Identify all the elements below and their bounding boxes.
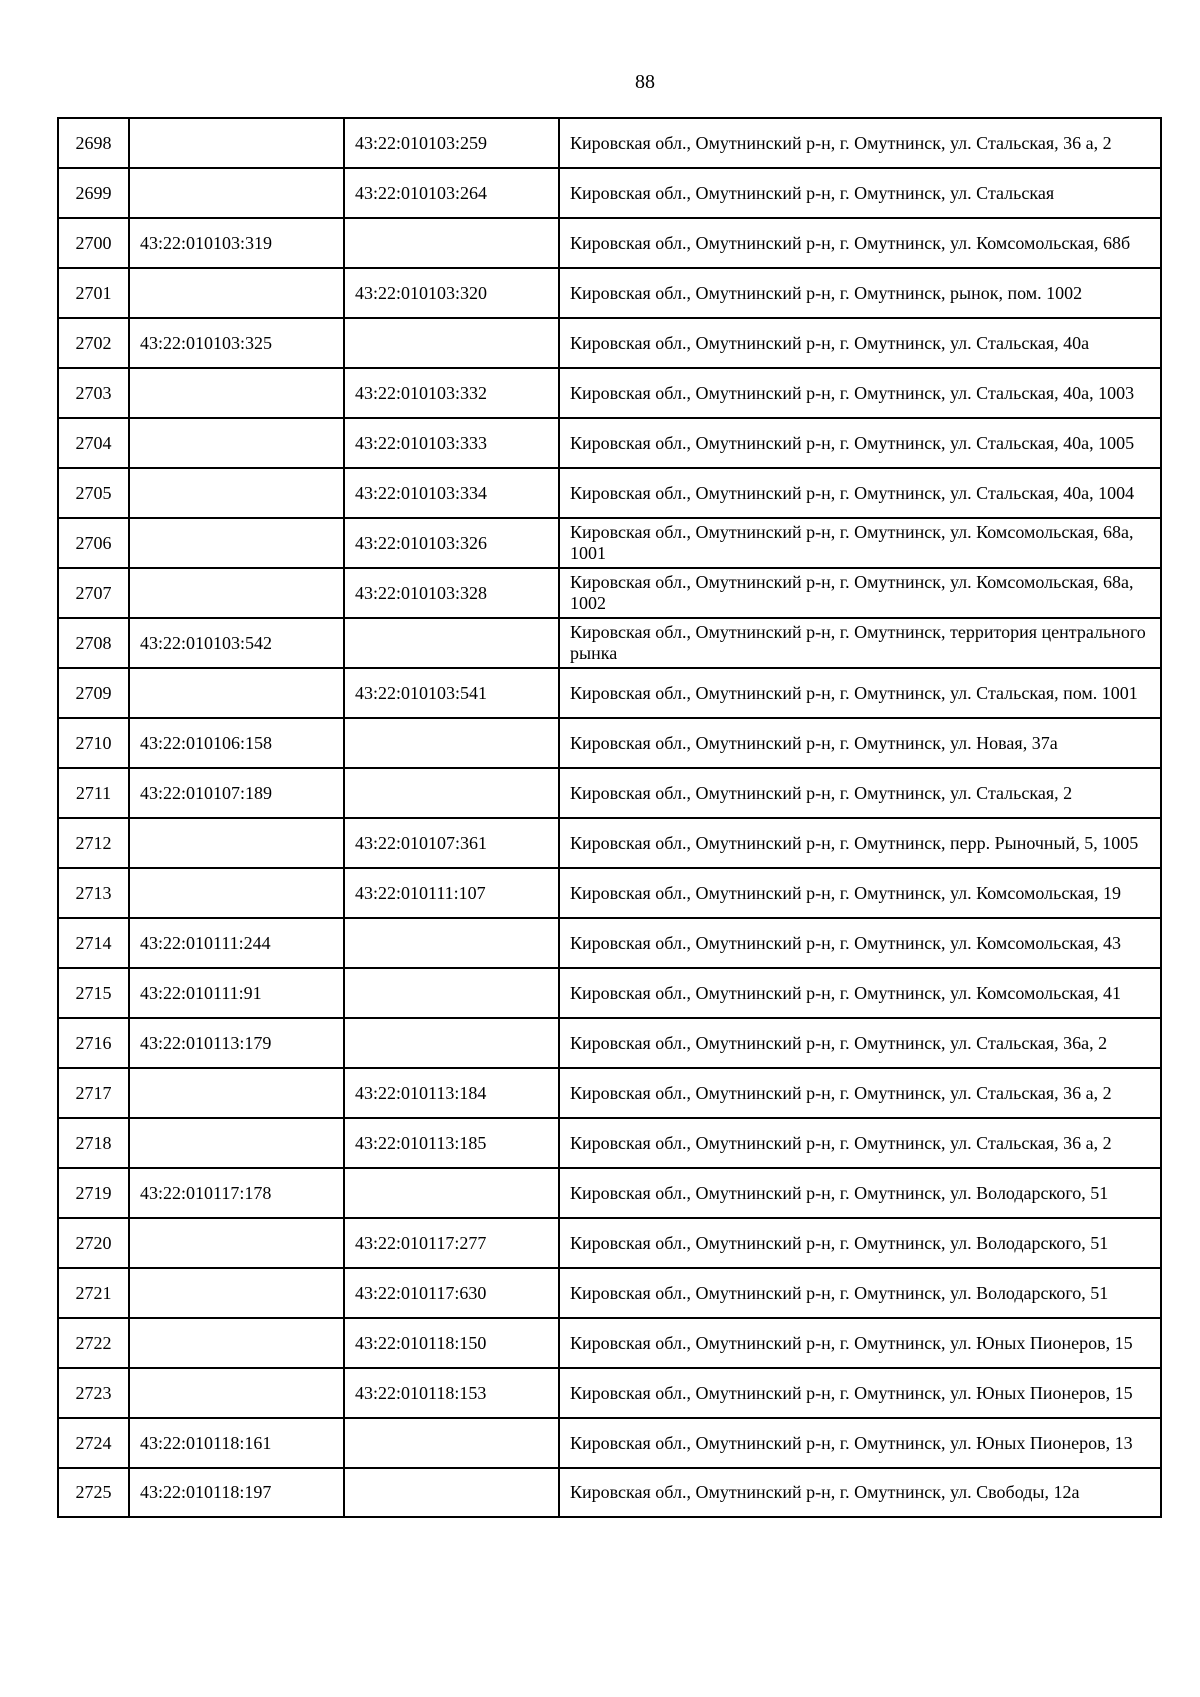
- related-cadastral-number-cell: 43:22:010117:277: [344, 1218, 559, 1268]
- row-number-cell: 2701: [58, 268, 129, 318]
- address-cell: Кировская обл., Омутнинский р-н, г. Омутнинск, ул. Стальская, 2: [559, 768, 1161, 818]
- cadastral-number-cell: [129, 1368, 344, 1418]
- address-cell: Кировская обл., Омутнинский р-н, г. Омутнинск, ул. Стальская, 40а, 1004: [559, 468, 1161, 518]
- row-number-cell: 2714: [58, 918, 129, 968]
- cadastral-number-cell: 43:22:010107:189: [129, 768, 344, 818]
- table-row: [58, 868, 1161, 918]
- row-number-cell: 2712: [58, 818, 129, 868]
- table-row: [58, 518, 1161, 568]
- related-cadastral-number-cell: 43:22:010107:361: [344, 818, 559, 868]
- address-cell: Кировская обл., Омутнинский р-н, г. Омутнинск, ул. Стальская, 40а, 1003: [559, 368, 1161, 418]
- cadastral-number-cell: [129, 568, 344, 618]
- table-row: [58, 668, 1161, 718]
- related-cadastral-number-cell: 43:22:010103:541: [344, 668, 559, 718]
- table-row: [58, 568, 1161, 618]
- table-row: [58, 1218, 1161, 1268]
- registry-table: [57, 117, 1162, 1518]
- address-cell: Кировская обл., Омутнинский р-н, г. Омутнинск, ул. Новая, 37а: [559, 718, 1161, 768]
- address-cell: Кировская обл., Омутнинский р-н, г. Омутнинск, ул. Стальская, 36а, 2: [559, 1018, 1161, 1068]
- table-row: [58, 318, 1161, 368]
- cadastral-number-cell: [129, 468, 344, 518]
- cadastral-number-cell: 43:22:010103:319: [129, 218, 344, 268]
- related-cadastral-number-cell: [344, 1418, 559, 1468]
- cadastral-number-cell: [129, 668, 344, 718]
- address-cell: Кировская обл., Омутнинский р-н, г. Омутнинск, ул. Стальская: [559, 168, 1161, 218]
- cadastral-number-cell: [129, 1218, 344, 1268]
- cadastral-number-cell: 43:22:010118:197: [129, 1468, 344, 1517]
- address-cell: Кировская обл., Омутнинский р-н, г. Омутнинск, ул. Стальская, 40а: [559, 318, 1161, 368]
- table-row: [58, 1468, 1161, 1517]
- related-cadastral-number-cell: 43:22:010117:630: [344, 1268, 559, 1318]
- row-number-cell: 2721: [58, 1268, 129, 1318]
- address-cell: Кировская обл., Омутнинский р-н, г. Омутнинск, перр. Рыночный, 5, 1005: [559, 818, 1161, 868]
- related-cadastral-number-cell: 43:22:010103:264: [344, 168, 559, 218]
- table-row: [58, 1018, 1161, 1068]
- cadastral-number-cell: [129, 168, 344, 218]
- address-cell: Кировская обл., Омутнинский р-н, г. Омутнинск, ул. Стальская, 36 а, 2: [559, 118, 1161, 168]
- related-cadastral-number-cell: 43:22:010103:326: [344, 518, 559, 568]
- row-number-cell: 2715: [58, 968, 129, 1018]
- row-number-cell: 2700: [58, 218, 129, 268]
- address-cell: Кировская обл., Омутнинский р-н, г. Омутнинск, ул. Стальская, 36 а, 2: [559, 1118, 1161, 1168]
- cadastral-number-cell: [129, 418, 344, 468]
- address-cell: Кировская обл., Омутнинский р-н, г. Омутнинск, ул. Комсомольская, 68б: [559, 218, 1161, 268]
- related-cadastral-number-cell: [344, 768, 559, 818]
- cadastral-number-cell: 43:22:010111:91: [129, 968, 344, 1018]
- address-cell: Кировская обл., Омутнинский р-н, г. Омутнинск, ул. Володарского, 51: [559, 1218, 1161, 1268]
- table-row: [58, 1168, 1161, 1218]
- related-cadastral-number-cell: [344, 1168, 559, 1218]
- related-cadastral-number-cell: 43:22:010113:185: [344, 1118, 559, 1168]
- cadastral-number-cell: 43:22:010111:244: [129, 918, 344, 968]
- cadastral-number-cell: 43:22:010113:179: [129, 1018, 344, 1068]
- row-number-cell: 2725: [58, 1468, 129, 1517]
- table-row: [58, 718, 1161, 768]
- table-row: [58, 918, 1161, 968]
- address-cell: Кировская обл., Омутнинский р-н, г. Омутнинск, ул. Стальская, 40а, 1005: [559, 418, 1161, 468]
- row-number-cell: 2705: [58, 468, 129, 518]
- cadastral-number-cell: 43:22:010117:178: [129, 1168, 344, 1218]
- address-cell: Кировская обл., Омутнинский р-н, г. Омутнинск, ул. Юных Пионеров, 15: [559, 1318, 1161, 1368]
- cadastral-number-cell: [129, 818, 344, 868]
- related-cadastral-number-cell: 43:22:010118:150: [344, 1318, 559, 1368]
- registry-table-body: [58, 118, 1161, 1517]
- table-row: [58, 768, 1161, 818]
- cadastral-number-cell: [129, 368, 344, 418]
- row-number-cell: 2720: [58, 1218, 129, 1268]
- cadastral-number-cell: [129, 868, 344, 918]
- cadastral-number-cell: 43:22:010118:161: [129, 1418, 344, 1468]
- cadastral-number-cell: 43:22:010106:158: [129, 718, 344, 768]
- address-cell: Кировская обл., Омутнинский р-н, г. Омутнинск, ул. Свободы, 12а: [559, 1468, 1161, 1517]
- cadastral-number-cell: [129, 118, 344, 168]
- table-row: [58, 1368, 1161, 1418]
- related-cadastral-number-cell: [344, 218, 559, 268]
- row-number-cell: 2713: [58, 868, 129, 918]
- row-number-cell: 2706: [58, 518, 129, 568]
- table-row: [58, 1068, 1161, 1118]
- cadastral-number-cell: [129, 1068, 344, 1118]
- address-cell: Кировская обл., Омутнинский р-н, г. Омутнинск, ул. Стальская, пом. 1001: [559, 668, 1161, 718]
- related-cadastral-number-cell: [344, 718, 559, 768]
- row-number-cell: 2702: [58, 318, 129, 368]
- cadastral-number-cell: [129, 268, 344, 318]
- row-number-cell: 2699: [58, 168, 129, 218]
- cadastral-number-cell: 43:22:010103:325: [129, 318, 344, 368]
- table-row: [58, 418, 1161, 468]
- table-row: [58, 968, 1161, 1018]
- row-number-cell: 2719: [58, 1168, 129, 1218]
- row-number-cell: 2709: [58, 668, 129, 718]
- related-cadastral-number-cell: [344, 318, 559, 368]
- row-number-cell: 2723: [58, 1368, 129, 1418]
- table-row: [58, 118, 1161, 168]
- table-row: [58, 368, 1161, 418]
- address-cell: Кировская обл., Омутнинский р-н, г. Омутнинск, ул. Комсомольская, 41: [559, 968, 1161, 1018]
- address-cell: Кировская обл., Омутнинский р-н, г. Омутнинск, ул. Володарского, 51: [559, 1168, 1161, 1218]
- table-row: [58, 168, 1161, 218]
- table-row: [58, 1118, 1161, 1168]
- row-number-cell: 2722: [58, 1318, 129, 1368]
- table-row: [58, 1318, 1161, 1368]
- row-number-cell: 2704: [58, 418, 129, 468]
- row-number-cell: 2703: [58, 368, 129, 418]
- cadastral-number-cell: [129, 1268, 344, 1318]
- related-cadastral-number-cell: [344, 968, 559, 1018]
- row-number-cell: 2718: [58, 1118, 129, 1168]
- row-number-cell: 2710: [58, 718, 129, 768]
- related-cadastral-number-cell: 43:22:010103:328: [344, 568, 559, 618]
- row-number-cell: 2708: [58, 618, 129, 668]
- related-cadastral-number-cell: 43:22:010113:184: [344, 1068, 559, 1118]
- table-row: [58, 1268, 1161, 1318]
- row-number-cell: 2698: [58, 118, 129, 168]
- row-number-cell: 2707: [58, 568, 129, 618]
- address-cell: Кировская обл., Омутнинский р-н, г. Омутнинск, ул. Володарского, 51: [559, 1268, 1161, 1318]
- cadastral-number-cell: 43:22:010103:542: [129, 618, 344, 668]
- table-row: [58, 468, 1161, 518]
- row-number-cell: 2711: [58, 768, 129, 818]
- related-cadastral-number-cell: [344, 1468, 559, 1517]
- related-cadastral-number-cell: 43:22:010103:332: [344, 368, 559, 418]
- address-cell: Кировская обл., Омутнинский р-н, г. Омутнинск, ул. Комсомольская, 19: [559, 868, 1161, 918]
- table-row: [58, 618, 1161, 668]
- related-cadastral-number-cell: 43:22:010103:259: [344, 118, 559, 168]
- related-cadastral-number-cell: 43:22:010103:334: [344, 468, 559, 518]
- address-cell: Кировская обл., Омутнинский р-н, г. Омутнинск, ул. Стальская, 36 а, 2: [559, 1068, 1161, 1118]
- related-cadastral-number-cell: [344, 618, 559, 668]
- related-cadastral-number-cell: [344, 918, 559, 968]
- related-cadastral-number-cell: 43:22:010103:333: [344, 418, 559, 468]
- related-cadastral-number-cell: 43:22:010111:107: [344, 868, 559, 918]
- cadastral-number-cell: [129, 1318, 344, 1368]
- table-row: [58, 1418, 1161, 1468]
- address-cell: Кировская обл., Омутнинский р-н, г. Омутнинск, ул. Комсомольская, 68а, 1001: [559, 518, 1161, 568]
- address-cell: Кировская обл., Омутнинский р-н, г. Омутнинск, ул. Комсомольская, 68а, 1002: [559, 568, 1161, 618]
- address-cell: Кировская обл., Омутнинский р-н, г. Омутнинск, ул. Юных Пионеров, 13: [559, 1418, 1161, 1468]
- row-number-cell: 2716: [58, 1018, 129, 1068]
- address-cell: Кировская обл., Омутнинский р-н, г. Омутнинск, ул. Комсомольская, 43: [559, 918, 1161, 968]
- table-row: [58, 818, 1161, 868]
- row-number-cell: 2724: [58, 1418, 129, 1468]
- related-cadastral-number-cell: 43:22:010103:320: [344, 268, 559, 318]
- table-row: [58, 218, 1161, 268]
- row-number-cell: 2717: [58, 1068, 129, 1118]
- related-cadastral-number-cell: [344, 1018, 559, 1068]
- page-number: 88: [635, 71, 655, 93]
- cadastral-number-cell: [129, 1118, 344, 1168]
- table-row: [58, 268, 1161, 318]
- address-cell: Кировская обл., Омутнинский р-н, г. Омутнинск, рынок, пом. 1002: [559, 268, 1161, 318]
- cadastral-number-cell: [129, 518, 344, 568]
- address-cell: Кировская обл., Омутнинский р-н, г. Омутнинск, территория центрального рынка: [559, 618, 1161, 668]
- related-cadastral-number-cell: 43:22:010118:153: [344, 1368, 559, 1418]
- address-cell: Кировская обл., Омутнинский р-н, г. Омутнинск, ул. Юных Пионеров, 15: [559, 1368, 1161, 1418]
